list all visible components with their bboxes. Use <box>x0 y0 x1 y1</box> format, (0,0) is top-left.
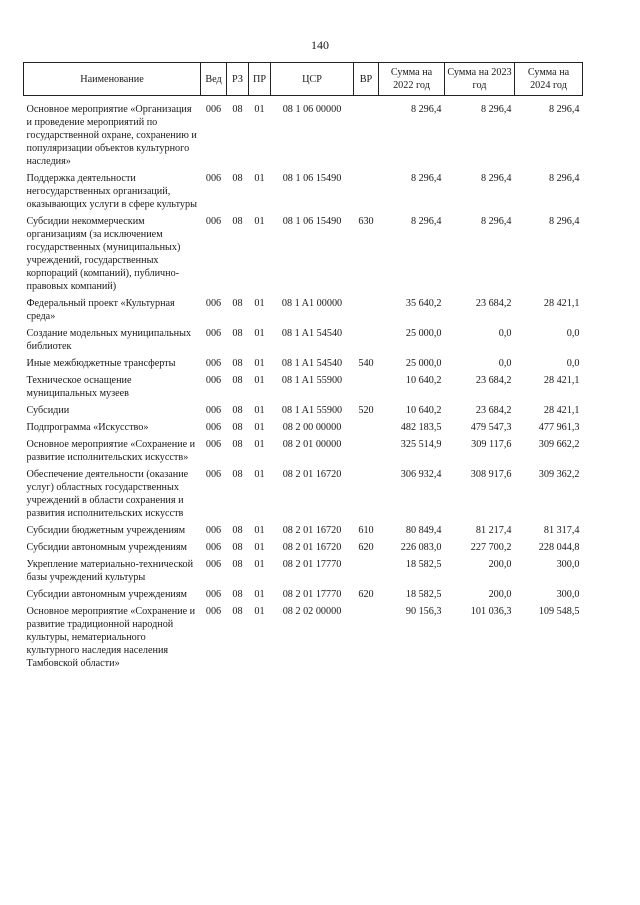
row-rz: 08 <box>232 104 243 115</box>
header-pr: ПР <box>249 63 271 96</box>
row-vr <box>354 327 379 357</box>
row-name: Субсидии автономным учреждениям <box>26 589 187 600</box>
row-ved: 006 <box>205 589 222 600</box>
header-csr: ЦСР <box>271 63 354 96</box>
row-ved: 006 <box>205 375 222 386</box>
row-rz: 08 <box>232 559 243 570</box>
row-sum-2023: 0,0 <box>498 328 512 339</box>
row-vr <box>354 468 379 524</box>
row-pr: 01 <box>254 439 265 450</box>
row-sum-2022: 18 582,5 <box>405 559 442 570</box>
row-csr: 08 1 06 15490 <box>282 216 342 227</box>
row-csr: 08 1 06 15490 <box>282 173 342 184</box>
row-csr: 08 1 A1 55900 <box>281 375 343 386</box>
row-csr: 08 2 01 16720 <box>282 525 342 536</box>
row-sum-2024: 300,0 <box>556 559 580 570</box>
row-sum-2022: 35 640,2 <box>405 298 442 309</box>
row-sum-2022: 80 849,4 <box>405 525 442 536</box>
row-sum-2024: 309 362,2 <box>538 469 580 480</box>
row-sum-2024: 0,0 <box>566 328 580 339</box>
row-sum-2023: 8 296,4 <box>480 216 512 227</box>
row-name: Подпрограмма «Искусство» <box>26 422 149 433</box>
row-name: Укрепление материально-технической базы учреждений культуры <box>26 559 194 583</box>
row-rz: 08 <box>232 405 243 416</box>
header-sum-2023: Сумма на 2023 год <box>445 63 515 96</box>
row-csr: 08 1 A1 00000 <box>281 298 343 309</box>
row-name: Субсидии <box>26 405 70 416</box>
row-sum-2022: 8 296,4 <box>410 216 442 227</box>
row-name: Субсидии автономным учреждениям <box>26 542 187 553</box>
row-csr: 08 2 02 00000 <box>282 606 342 617</box>
row-sum-2022: 8 296,4 <box>410 173 442 184</box>
row-sum-2022: 18 582,5 <box>405 589 442 600</box>
row-sum-2023: 8 296,4 <box>480 104 512 115</box>
row-sum-2024: 300,0 <box>556 589 580 600</box>
row-sum-2024: 28 421,1 <box>543 375 580 386</box>
row-name: Техническое оснащение муниципальных музеев <box>26 375 132 399</box>
row-pr: 01 <box>254 542 265 553</box>
row-sum-2023: 227 700,2 <box>470 542 512 553</box>
row-csr: 08 2 01 16720 <box>282 469 342 480</box>
header-sum-2024: Сумма на 2024 год <box>515 63 583 96</box>
row-ved: 006 <box>205 173 222 184</box>
row-pr: 01 <box>254 375 265 386</box>
table-row <box>24 421 583 438</box>
row-vr: 610 <box>358 525 374 536</box>
header-vr: ВР <box>354 63 379 96</box>
row-sum-2022: 25 000,0 <box>405 328 442 339</box>
row-pr: 01 <box>254 422 265 433</box>
row-rz: 08 <box>232 328 243 339</box>
row-ved: 006 <box>205 328 222 339</box>
row-rz: 08 <box>232 606 243 617</box>
row-sum-2023: 200,0 <box>488 589 512 600</box>
row-rz: 08 <box>232 358 243 369</box>
row-sum-2023: 101 036,3 <box>470 606 512 617</box>
row-sum-2023: 81 217,4 <box>475 525 512 536</box>
row-vr: 620 <box>358 542 374 553</box>
row-sum-2023: 23 684,2 <box>475 405 512 416</box>
row-sum-2024: 228 044,8 <box>538 542 580 553</box>
row-sum-2023: 309 117,6 <box>471 439 512 450</box>
row-csr: 08 2 01 00000 <box>282 439 342 450</box>
row-sum-2024: 28 421,1 <box>543 298 580 309</box>
row-sum-2023: 23 684,2 <box>475 375 512 386</box>
row-pr: 01 <box>254 559 265 570</box>
row-vr <box>354 96 379 173</box>
row-vr: 540 <box>358 358 374 369</box>
row-ved: 006 <box>205 525 222 536</box>
row-sum-2022: 25 000,0 <box>405 358 442 369</box>
row-sum-2022: 226 083,0 <box>400 542 442 553</box>
row-pr: 01 <box>254 173 265 184</box>
row-sum-2022: 10 640,2 <box>405 405 442 416</box>
table-row <box>24 96 583 173</box>
row-name: Основное мероприятие «Организация и проведение мероприятий по государственной охране, сохранению и популяризации объектов культурного наследия» <box>26 104 197 167</box>
row-ved: 006 <box>205 405 222 416</box>
row-ved: 006 <box>205 422 222 433</box>
row-pr: 01 <box>254 298 265 309</box>
row-csr: 08 1 A1 54540 <box>281 328 343 339</box>
row-csr: 08 1 06 00000 <box>282 104 342 115</box>
row-csr: 08 2 01 16720 <box>282 542 342 553</box>
row-name: Основное мероприятие «Сохранение и развитие традиционной народной культуры, нематериального культурного наследия населения Тамбовской области» <box>26 606 196 669</box>
table-row <box>24 327 583 357</box>
row-sum-2022: 325 514,9 <box>400 439 442 450</box>
row-sum-2023: 23 684,2 <box>475 298 512 309</box>
row-sum-2022: 8 296,4 <box>410 104 442 115</box>
row-rz: 08 <box>232 525 243 536</box>
row-ved: 006 <box>205 542 222 553</box>
row-rz: 08 <box>232 542 243 553</box>
table-row <box>24 438 583 468</box>
row-sum-2024: 477 961,3 <box>538 422 580 433</box>
table-row <box>24 588 583 605</box>
row-sum-2023: 0,0 <box>498 358 512 369</box>
row-rz: 08 <box>232 439 243 450</box>
row-vr <box>354 558 379 588</box>
row-sum-2022: 482 183,5 <box>400 422 442 433</box>
table-body <box>24 96 583 675</box>
row-pr: 01 <box>254 216 265 227</box>
table-row <box>24 558 583 588</box>
row-pr: 01 <box>254 589 265 600</box>
row-ved: 006 <box>205 606 222 617</box>
row-vr <box>354 438 379 468</box>
row-csr: 08 1 A1 55900 <box>281 405 343 416</box>
table-row <box>24 374 583 404</box>
row-sum-2022: 90 156,3 <box>405 606 442 617</box>
row-sum-2023: 308 917,6 <box>470 469 512 480</box>
row-ved: 006 <box>205 559 222 570</box>
row-name: Федеральный проект «Культурная среда» <box>26 298 175 322</box>
row-pr: 01 <box>254 405 265 416</box>
row-rz: 08 <box>232 298 243 309</box>
row-sum-2024: 8 296,4 <box>548 173 580 184</box>
row-rz: 08 <box>232 216 243 227</box>
table-header-row <box>24 63 583 96</box>
row-csr: 08 2 01 17770 <box>282 559 342 570</box>
row-name: Основное мероприятие «Сохранение и развитие исполнительских искусств» <box>26 439 196 463</box>
row-ved: 006 <box>205 469 222 480</box>
row-rz: 08 <box>232 589 243 600</box>
row-vr: 630 <box>358 216 374 227</box>
row-ved: 006 <box>205 104 222 115</box>
row-vr <box>354 605 379 674</box>
row-name: Субсидии некоммерческим организациям (за исключением государственных (муниципальных) учреждений, государственных корпораций (компаний), публично-правовых компаний) <box>26 216 181 292</box>
row-sum-2023: 479 547,3 <box>470 422 512 433</box>
header-rz: РЗ <box>227 63 249 96</box>
row-sum-2024: 81 317,4 <box>543 525 580 536</box>
row-ved: 006 <box>205 358 222 369</box>
row-vr: 620 <box>358 589 374 600</box>
row-pr: 01 <box>254 469 265 480</box>
table-row <box>24 357 583 374</box>
row-rz: 08 <box>232 375 243 386</box>
row-pr: 01 <box>254 328 265 339</box>
row-ved: 006 <box>205 216 222 227</box>
row-pr: 01 <box>254 525 265 536</box>
row-sum-2024: 8 296,4 <box>548 104 580 115</box>
row-csr: 08 2 01 17770 <box>282 589 342 600</box>
row-vr <box>354 172 379 215</box>
row-sum-2022: 306 932,4 <box>400 469 442 480</box>
row-sum-2024: 0,0 <box>566 358 580 369</box>
header-name: Наименование <box>24 63 201 96</box>
row-sum-2023: 200,0 <box>488 559 512 570</box>
budget-table <box>23 62 583 674</box>
row-sum-2024: 309 662,2 <box>538 439 580 450</box>
table-row <box>24 297 583 327</box>
table-row <box>24 404 583 421</box>
row-pr: 01 <box>254 358 265 369</box>
row-sum-2024: 109 548,5 <box>538 606 580 617</box>
row-ved: 006 <box>205 439 222 450</box>
row-name: Обеспечение деятельности (оказание услуг) областных государственных учреждений в области сохранения и развития исполнительских искусств <box>26 469 189 519</box>
header-ved: Вед <box>201 63 227 96</box>
row-vr <box>354 421 379 438</box>
page-number: 140 <box>311 38 329 52</box>
row-rz: 08 <box>232 469 243 480</box>
row-sum-2023: 8 296,4 <box>480 173 512 184</box>
row-name: Создание модельных муниципальных библиотек <box>26 328 192 352</box>
table-row <box>24 172 583 215</box>
row-name: Субсидии бюджетным учреждениям <box>26 525 186 536</box>
row-vr: 520 <box>358 405 374 416</box>
table-row <box>24 605 583 674</box>
row-pr: 01 <box>254 104 265 115</box>
table-row <box>24 468 583 524</box>
row-sum-2024: 8 296,4 <box>548 216 580 227</box>
row-name: Поддержка деятельности негосударственных организаций, оказывающих услуги в сфере культуры <box>26 173 197 210</box>
row-sum-2024: 28 421,1 <box>543 405 580 416</box>
row-pr: 01 <box>254 606 265 617</box>
row-sum-2022: 10 640,2 <box>405 375 442 386</box>
row-csr: 08 2 00 00000 <box>282 422 342 433</box>
row-csr: 08 1 A1 54540 <box>281 358 343 369</box>
row-rz: 08 <box>232 173 243 184</box>
table-row <box>24 541 583 558</box>
header-sum-2022: Сумма на 2022 год <box>379 63 445 96</box>
row-name: Иные межбюджетные трансферты <box>26 358 176 369</box>
row-rz: 08 <box>232 422 243 433</box>
row-vr <box>354 374 379 404</box>
row-vr <box>354 297 379 327</box>
table-row <box>24 524 583 541</box>
table-row <box>24 215 583 297</box>
row-ved: 006 <box>205 298 222 309</box>
